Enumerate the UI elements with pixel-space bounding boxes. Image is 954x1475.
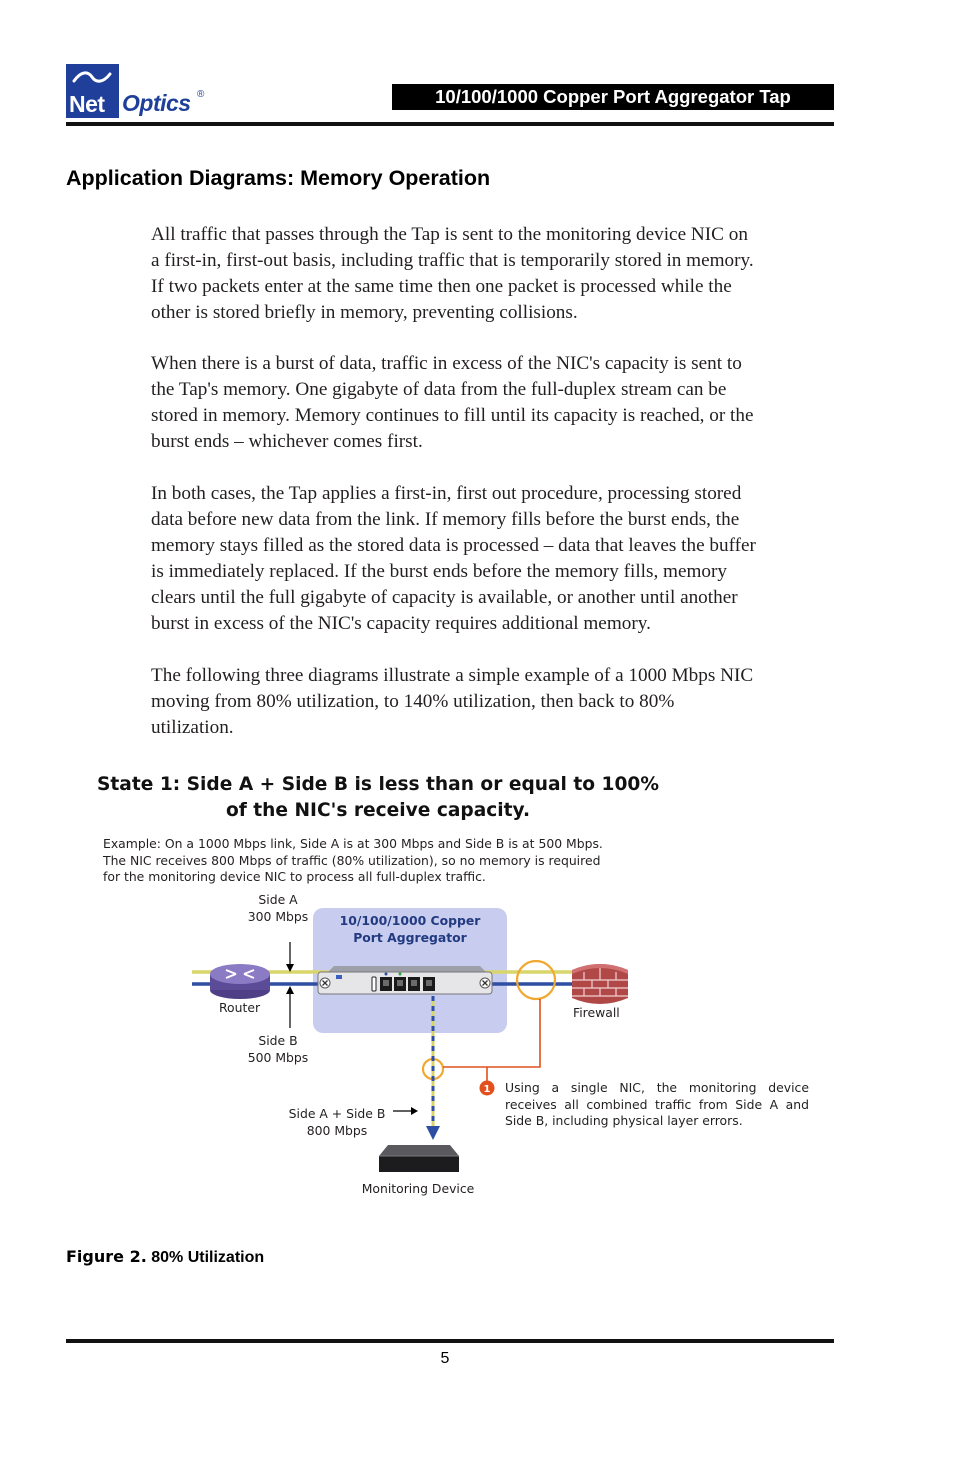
- callout-text: Using a single NIC, the monitoring device receives all combined traffic from Side A and Side B, including physical layer errors.: [505, 1080, 809, 1128]
- paragraph-diagrams-intro: The following three diagrams illustrate a simple example of a 1000 Mbps NIC moving from 80% utilization, to 140% utilization, then back to 80% utilization.: [151, 665, 754, 738]
- figure-caption: [66, 1247, 264, 1267]
- firewall-link-highlight: [517, 961, 555, 999]
- footer-rule: [66, 1339, 834, 1343]
- figure-caption-text: 80% Utilization: [151, 1249, 265, 1266]
- figure-label: Figure 2.: [66, 1247, 147, 1266]
- tap-device: [318, 966, 492, 994]
- page-number: 5: [440, 1350, 450, 1367]
- header-rule: [66, 122, 834, 126]
- page-title: Application Diagrams: Memory Operation: [66, 166, 491, 190]
- logo-net-text: Net: [69, 91, 105, 117]
- side-b-label: Side B 500 Mbps: [247, 1033, 309, 1065]
- logo-optics-text: Optics: [122, 90, 191, 116]
- router-label: Router: [219, 1000, 261, 1015]
- monitoring-device-icon: [379, 1145, 459, 1172]
- example-text: Example: On a 1000 Mbps link, Side A is at 300 Mbps and Side B is at 500 Mbps. The NIC receives 800 Mbps of traffic (80% utilization), so no memory is required for the monitoring device NIC to process all full-duplex traffic.: [103, 836, 603, 884]
- monitor-feed-arrowhead: [426, 1126, 440, 1140]
- state-title: State 1: Side A + Side B is less than or equal to 100% of the NIC's receive capacity.: [97, 774, 659, 821]
- logo-box: [66, 64, 119, 118]
- aggregator-label: 10/100/1000 Copper Port Aggregator: [339, 913, 481, 945]
- product-title-banner: 10/100/1000 Copper Port Aggregator Tap: [392, 84, 834, 110]
- combined-traffic-label: Side A + Side B 800 Mbps: [288, 1106, 386, 1138]
- paragraph-procedure: In both cases, the Tap applies a first-in, first out procedure, processing stored data before new data from the link. If memory fills before the burst ends, the memory stays filled as the stored data is processed – data that leaves the buffer is immediately replaced. If the burst ends before the memory fills, memory clears until the full gigabyte of capacity is available, or another until another burst in excess of the NIC's capacity requires additional memory.: [151, 483, 756, 634]
- paragraph-fifo: All traffic that passes through the Tap is sent to the monitoring device NIC on a first-in, first-out basis, including traffic that is temporarily stored in memory. If two packets enter at the same time then one packet is processed while the other is stored briefly in memory, preventing collisions.: [151, 224, 754, 323]
- monitoring-device-label: Monitoring Device: [361, 1181, 475, 1196]
- net-optics-logo: [66, 64, 216, 120]
- router-icon: [210, 964, 270, 999]
- logo-wave-icon: [72, 70, 112, 86]
- firewall-label: Firewall: [573, 1005, 620, 1020]
- firewall-icon: [572, 964, 628, 1004]
- side-a-label: Side A 300 Mbps: [247, 892, 309, 924]
- callout-number: 1: [483, 1084, 491, 1095]
- paragraph-burst: When there is a burst of data, traffic in excess of the NIC's capacity is sent to the Tap's memory. One gigabyte of data from the full-duplex stream can be stored in memory. Memory continues to fill until its capacity is reached, or the burst ends – whichever comes first.: [151, 353, 754, 452]
- logo-registered-mark: ®: [197, 89, 205, 100]
